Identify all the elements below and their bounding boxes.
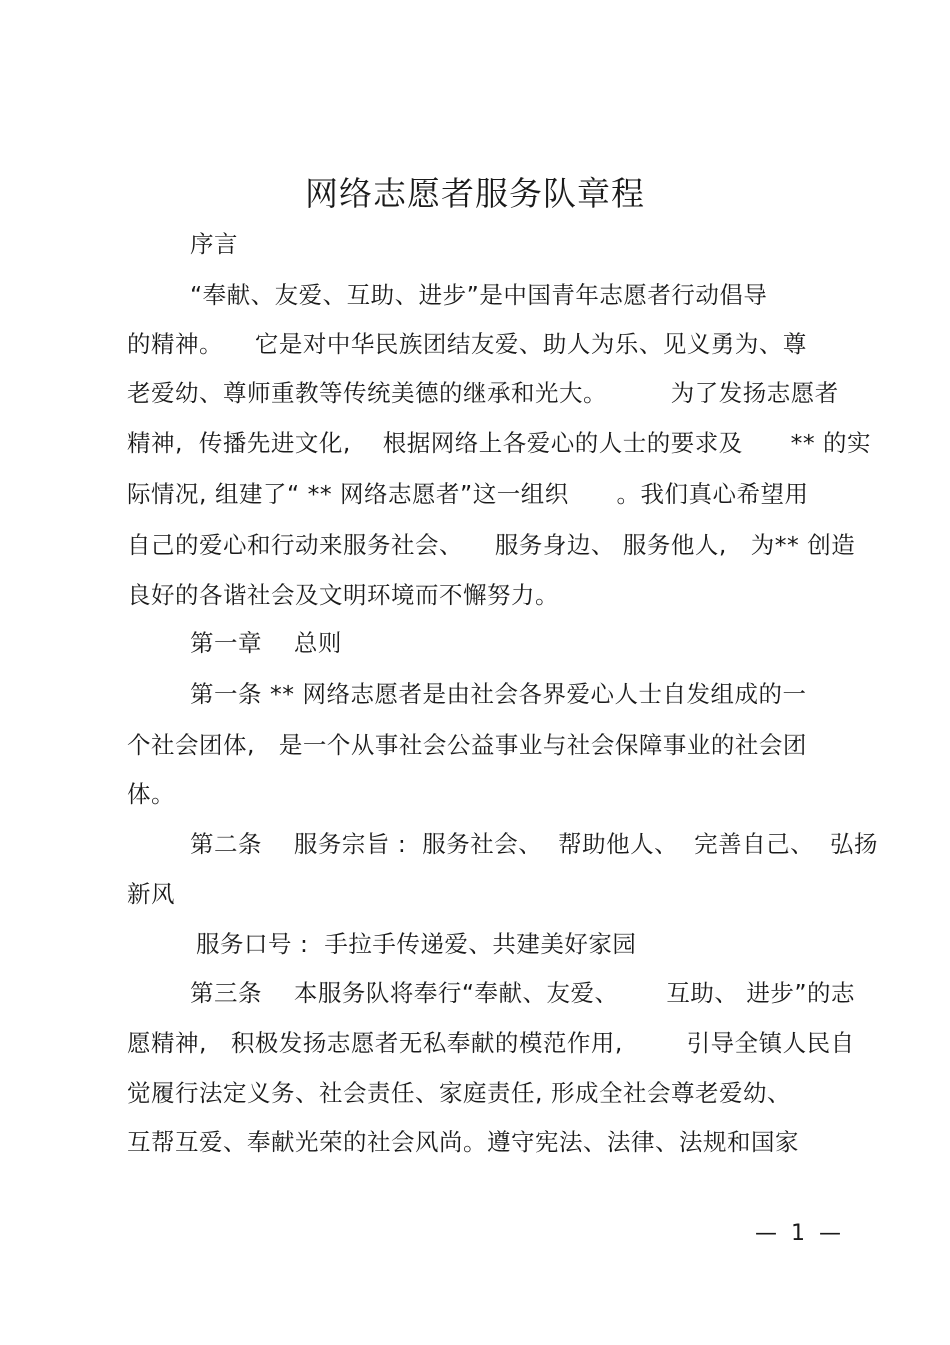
paragraph-line: 新风 [127, 880, 175, 908]
paragraph-line: 第二条 服务宗旨 : 服务社会、 帮助他人、 完善自己、 弘扬 [190, 830, 879, 858]
paragraph-line: 服务口号 : 手拉手传递爱、共建美好家园 [196, 930, 637, 958]
paragraph-line: 际情况, 组建了“ ** 网络志愿者”这一组织 。我们真心希望用 [127, 480, 809, 508]
paragraph-line: “奉献、友爱、互助、进步”是中国青年志愿者行动倡导 [190, 281, 768, 309]
document-title: 网络志愿者服务队章程 [305, 174, 645, 213]
page-number: — 1 — [755, 1221, 841, 1246]
paragraph-line: 觉履行法定义务、社会责任、家庭责任, 形成全社会尊老爱幼、 [127, 1079, 791, 1107]
paragraph-line: 个社会团体, 是一个从事社会公益事业与社会保障事业的社会团 [127, 731, 807, 759]
paragraph-line: 愿精神, 积极发扬志愿者无私奉献的模范作用, 引导全镇人民自 [127, 1029, 855, 1057]
paragraph-line: 的精神。 它是对中华民族团结友爱、助人为乐、见义勇为、尊 [127, 330, 807, 358]
paragraph-line: 互帮互爱、奉献光荣的社会风尚。遵守宪法、法律、法规和国家 [127, 1128, 799, 1156]
paragraph-line: 体。 [127, 780, 175, 808]
chapter-heading: 第一章 总则 [190, 629, 342, 657]
paragraph-line: 良好的各谐社会及文明环境而不懈努力。 [127, 581, 559, 609]
paragraph-line: 第三条 本服务队将奉行“奉献、友爱、 互助、 进步”的志 [190, 979, 856, 1007]
paragraph-line: 精神, 传播先进文化, 根据网络上各爱心的人士的要求及 ** 的实 [127, 429, 872, 457]
section-heading-preface: 序言 [190, 230, 238, 258]
paragraph-line: 老爱幼、尊师重教等传统美德的继承和光大。 为了发扬志愿者 [127, 379, 839, 407]
paragraph-line: 第一条 ** 网络志愿者是由社会各界爱心人士自发组成的一 [190, 680, 807, 708]
paragraph-line: 自己的爱心和行动来服务社会、 服务身边、 服务他人, 为** 创造 [127, 531, 856, 559]
